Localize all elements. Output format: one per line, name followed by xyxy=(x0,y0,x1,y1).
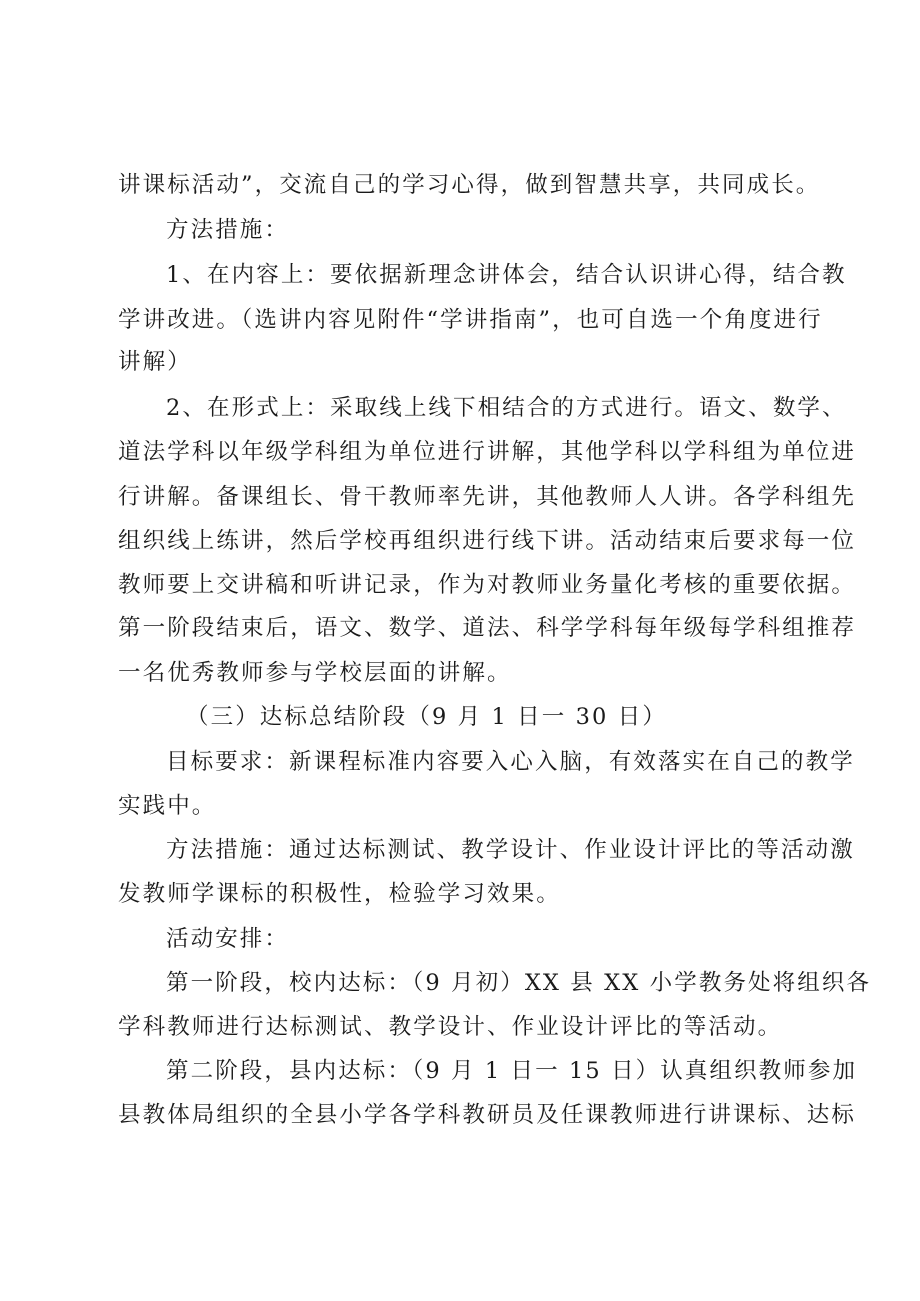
text-line-5: 讲解） xyxy=(118,349,192,375)
text-line-6: 2、在形式上：采取线上线下相结合的方式进行。语文、数学、 xyxy=(166,395,847,421)
text-line-1: 讲课标活动”，交流自己的学习心得，做到智慧共享，共同成长。 xyxy=(118,172,821,198)
text-line-16: 方法措施：通过达标测试、教学设计、作业设计评比的等活动激 xyxy=(166,837,855,863)
text-line-9: 组织线上练讲，然后学校再组织进行线下讲。活动结束后要求每一位 xyxy=(118,528,857,554)
text-line-11: 第一阶段结束后，语文、数学、道法、科学学科每年级每学科组推荐 xyxy=(118,615,857,641)
text-line-3: 1、在内容上：要依据新理念讲体会，结合认识讲心得，结合教 xyxy=(166,262,847,288)
text-line-15: 实践中。 xyxy=(118,793,217,819)
text-line-20: 学科教师进行达标测试、教学设计、作业设计评比的等活动。 xyxy=(118,1014,783,1040)
text-line-14: 目标要求：新课程标准内容要入心入脑，有效落实在自己的教学 xyxy=(166,749,855,775)
text-line-2: 方法措施： xyxy=(166,217,290,243)
text-line-18: 活动安排： xyxy=(166,926,290,952)
text-line-8: 行讲解。备课组长、骨干教师率先讲，其他教师人人讲。各学科组先 xyxy=(118,484,857,510)
text-line-22: 县教体局组织的全县小学各学科教研员及任课教师进行讲课标、达标 xyxy=(118,1102,857,1128)
text-line-10: 教师要上交讲稿和听讲记录，作为对教师业务量化考核的重要依据。 xyxy=(118,572,857,598)
text-line-19: 第一阶段，校内达标：（9 月初）XX 县 XX 小学教务处将组织各 xyxy=(166,970,872,996)
text-line-12: 一名优秀教师参与学校层面的讲解。 xyxy=(118,660,512,686)
text-line-21: 第二阶段，县内达标：（9 月 1 日一 15 日）认真组织教师参加 xyxy=(166,1058,858,1084)
text-line-7: 道法学科以年级学科组为单位进行讲解，其他学科以学科组为单位进 xyxy=(118,439,857,465)
section-heading: （三）达标总结阶段（9 月 1 日一 30 日） xyxy=(186,704,667,730)
text-line-4: 学讲改进。（选讲内容见附件“学讲指南”，也可自选一个角度进行 xyxy=(118,307,823,333)
text-line-17: 发教师学课标的积极性，检验学习效果。 xyxy=(118,881,561,907)
